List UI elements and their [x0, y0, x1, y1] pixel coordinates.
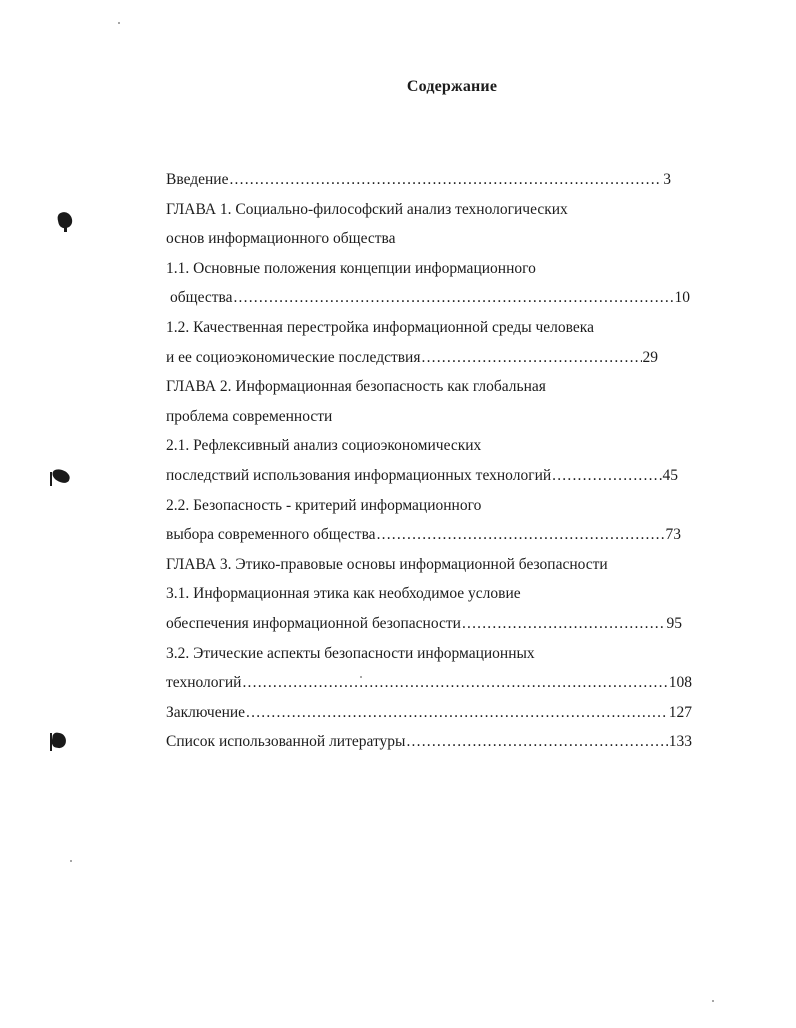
toc-entry-page: 95 — [666, 614, 682, 632]
toc-entry-text: ГЛАВА 1. Социально-философский анализ технологических — [166, 200, 568, 218]
toc-entry-text: выбора современного общества — [166, 526, 376, 544]
punch-hole-mark-middle-tail — [50, 472, 52, 486]
toc-section-2-2 — [166, 491, 696, 521]
scan-speck — [70, 860, 72, 862]
toc-entry-text: 1.2. Качественная перестройка информационной среды человека — [166, 318, 594, 336]
toc-chapter-1-heading — [166, 195, 696, 225]
toc-section-2-1 — [166, 431, 696, 461]
scan-speck — [118, 22, 120, 24]
toc-entry-text: проблема современности — [166, 407, 333, 425]
toc-entry-page: 108 — [668, 674, 692, 692]
toc-entry-text: общества — [170, 289, 233, 307]
toc-entry-page: 127 — [668, 703, 692, 721]
toc-entry-text: Введение — [166, 171, 229, 188]
toc-section-1-1 — [166, 254, 696, 284]
toc-entry-text: ГЛАВА 2. Информационная безопасность как глобальная — [166, 378, 546, 396]
toc-section-2-1-cont — [166, 461, 678, 491]
dot-leader — [246, 698, 668, 728]
toc-section-1-1-cont — [166, 283, 690, 313]
toc-chapter-3-heading — [166, 550, 696, 580]
toc-entry-text: технологий — [166, 674, 242, 692]
toc-chapter-2-heading — [166, 372, 696, 402]
dot-leader — [233, 283, 673, 313]
scan-speck — [360, 676, 362, 678]
dot-leader — [229, 165, 662, 195]
page-title: Содержание — [406, 78, 498, 95]
toc-section-1-2 — [166, 313, 696, 343]
toc-entry-text: Список использованной литературы — [166, 733, 406, 751]
scan-speck — [712, 1000, 714, 1002]
toc-entry-text: 2.2. Безопасность - критерий информационного — [166, 496, 482, 514]
toc-entry-text: и ее социоэкономические последствия — [166, 348, 421, 366]
toc-entry-page: 45 — [662, 466, 678, 484]
toc-entry-text: 3.2. Этические аспекты безопасности информационных — [166, 644, 535, 662]
toc-entry-text: 3.1. Информационная этика как необходимое условие — [166, 585, 521, 603]
toc-entry-page: 29 — [642, 348, 658, 366]
toc-chapter-1-heading-cont — [166, 224, 696, 254]
dot-leader — [552, 461, 661, 491]
punch-hole-mark-bottom — [51, 732, 67, 749]
toc-chapter-2-heading-cont — [166, 402, 696, 432]
dot-leader — [406, 727, 667, 757]
toc-section-3-1 — [166, 579, 696, 609]
toc-entry-page: 3 — [663, 171, 671, 188]
toc-section-3-2 — [166, 639, 696, 669]
dot-leader — [242, 668, 667, 698]
toc-entry-text: 2.1. Рефлексивный анализ социоэкономических — [166, 437, 482, 455]
dot-leader — [462, 609, 666, 639]
toc-entry-page: 10 — [674, 289, 690, 307]
punch-hole-mark-top-tail — [64, 226, 67, 232]
toc-entry-introduction — [166, 165, 671, 195]
toc-entry-text: ГЛАВА 3. Этико-правовые основы информационной безопасности — [166, 555, 608, 573]
toc-section-3-1-cont — [166, 609, 682, 639]
dot-leader — [422, 343, 642, 373]
dot-leader — [377, 520, 665, 550]
toc-entry-bibliography — [166, 727, 692, 757]
punch-hole-mark-middle — [51, 468, 72, 485]
toc-section-2-2-cont — [166, 520, 681, 550]
toc-entry-text: 1.1. Основные положения концепции информационного — [166, 259, 536, 277]
punch-hole-mark-bottom-tail — [50, 733, 52, 751]
table-of-contents — [166, 165, 696, 757]
toc-section-3-2-cont — [166, 668, 692, 698]
toc-entry-page: 73 — [665, 526, 681, 544]
toc-entry-text: основ информационного общества — [166, 230, 396, 248]
toc-section-1-2-cont — [166, 343, 658, 373]
toc-entry-conclusion — [166, 698, 692, 728]
toc-entry-text: обеспечения информационной безопасности — [166, 614, 461, 632]
toc-entry-text: последствий использования информационных технологий — [166, 466, 552, 484]
toc-entry-page: 133 — [668, 733, 692, 751]
toc-entry-text: Заключение — [166, 703, 246, 721]
